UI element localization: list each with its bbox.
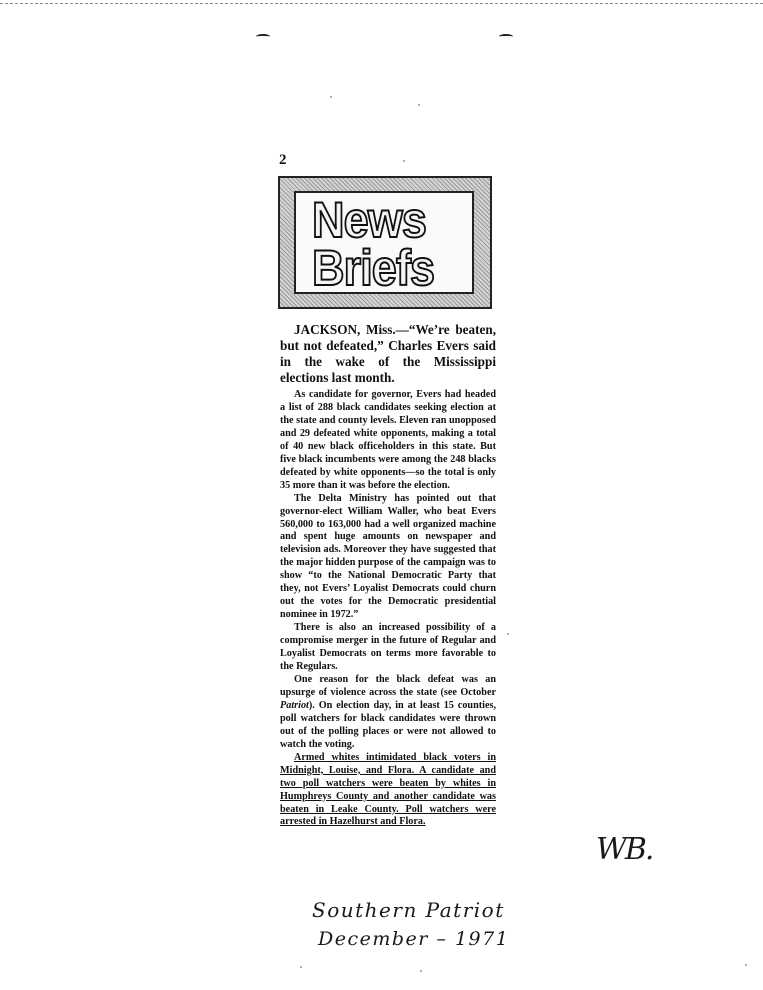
scan-speck (420, 970, 422, 972)
left-hole-mark (256, 34, 270, 39)
article-paragraph-1: As candidate for governor, Evers had headed a list of 288 black candidates seeking election at the state and county levels. Eleven ran unopposed and 29 defeated white opponents, making a total of 40 new black officeholders in this state. But five black incumbents were among the 248 blacks defeated by white opponents—so the total is only 35 more than it was before the election. (280, 389, 496, 491)
article-paragraph-2: The Delta Ministry has pointed out that governor-elect William Waller, who beat Evers 560,000 to 163,000 had a well organized machine and spent huge amounts on newspaper and television ads. Moreover they have suggested that the major hidden purpose of the campaign was to show “to the National Democratic Party that they, not Evers’ Loyalist Democrats could churn out the votes for the Democratic presidential nominee in 1972.” (280, 492, 496, 621)
scan-speck (403, 160, 405, 162)
scan-speck (507, 633, 509, 635)
news-article (280, 322, 496, 829)
article-paragraph-3: There is also an increased possibility of a compromise merger in the future of Regular and Loyalist Democrats on terms more favorable to the Regulars. (280, 622, 496, 673)
scan-speck (300, 966, 302, 968)
article-lead: JACKSON, Miss.—“We’re beaten, but not defeated,” Charles Evers said in the wake of the Mississippi elections last month. (280, 322, 496, 385)
article-paragraph-5: Armed whites intimidated black voters in Midnight, Louise, and Flora. A candidate and two poll watchers were beaten by whites in Humphreys County and another candidate was beaten in Leake County. Poll watchers were arrested in Hazelhurst and Flora. (280, 751, 496, 828)
handwritten-source: Southern Patriot (312, 898, 505, 922)
scan-speck (330, 96, 332, 98)
scan-speck (418, 104, 420, 106)
masthead-line-news: News (312, 192, 426, 248)
paragraph-4-text-a: One reason for the black defeat was an upsurge of violence across the state (see October (280, 673, 496, 698)
article-paragraph-4 (280, 674, 496, 752)
handwritten-initials: WB. (596, 832, 653, 867)
page-number: 2 (279, 152, 287, 168)
right-hole-mark (499, 34, 513, 39)
masthead-panel (294, 191, 474, 294)
handwritten-date: December – 1971 (318, 928, 510, 950)
top-scan-rule (0, 3, 763, 4)
masthead-line-briefs: Briefs (312, 240, 435, 296)
paragraph-4-italic: Patriot (280, 699, 309, 711)
scan-speck (745, 964, 747, 966)
paragraph-4-text-b: ). On election day, in at least 15 counties, poll watchers for black candidates were thrown out of the polling places or were not allowed to watch the voting. (280, 699, 496, 750)
news-briefs-masthead (278, 176, 492, 309)
